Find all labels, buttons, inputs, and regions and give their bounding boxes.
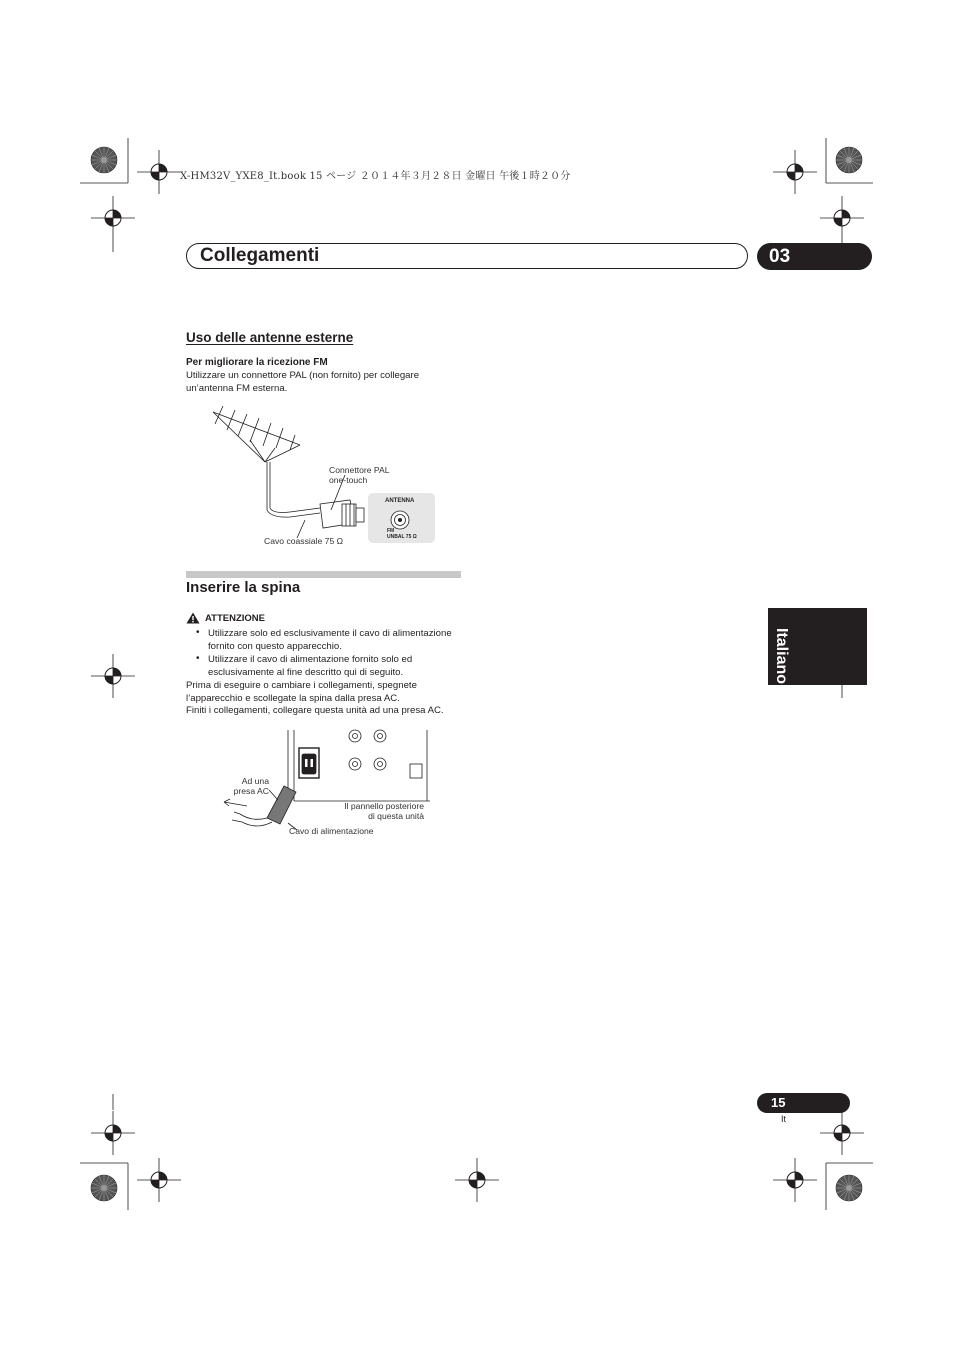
rear-panel-label [324, 801, 424, 821]
bullet-marker: • [196, 653, 200, 664]
page-language-code: It [781, 1114, 787, 1124]
file-header: X-HM32V_YXE8_It.book 15 ページ ２０１４年３月２８日 金曜日 午後１時２０分 [180, 171, 571, 182]
bullet-marker: • [196, 627, 200, 638]
page-number: 15 [771, 1095, 786, 1110]
pal-connector-label-line2: one-touch [329, 475, 368, 485]
antennas-heading: Uso delle antenne esterne [186, 330, 354, 345]
caution-label: ATTENZIONE [205, 613, 265, 624]
antennas-paragraph: Utilizzare un connettore PAL (non fornito) per collegare un’antenna FM esterna. [186, 370, 420, 394]
caution-bullet-1: Utilizzare solo ed esclusivamente il cavo di alimentazione fornito con questo apparecchio. [208, 628, 452, 652]
language-side-tab-label: Italiano [773, 628, 790, 685]
caution-bullet-2: Utilizzare il cavo di alimentazione fornito solo ed esclusivamente al fine descritto qui di seguito. [208, 654, 413, 678]
fm-antenna-diagram [205, 400, 440, 550]
plug-paragraph-1: Prima di eseguire o cambiare i collegamenti, spegnete l’apparecchio e scollegate la spina dalla presa AC. [186, 680, 417, 704]
ac-outlet-label-line2: presa AC [233, 786, 269, 796]
pal-connector-label-line1: Connettore PAL [329, 465, 390, 475]
power-cord-label: Cavo di alimentazione [289, 826, 374, 836]
antenna-jack-impedance: UNBAL 75 Ω [387, 534, 417, 540]
rear-panel-label-line2: di questa unità [368, 811, 424, 821]
ac-outlet-label [229, 776, 269, 796]
fm-reception-subheading: Per migliorare la ricezione FM [186, 357, 328, 368]
coax-cable-label: Cavo coassiale 75 Ω [264, 536, 344, 546]
rear-panel-label-line1: Il pannello posteriore [344, 801, 424, 811]
pal-connector-label [329, 465, 390, 485]
warning-icon [186, 612, 200, 624]
ac-outlet-label-line1: Ad una [241, 776, 269, 786]
section-divider-bar [186, 571, 461, 578]
plug-heading: Inserire la spina [186, 579, 301, 596]
antenna-jack-fm: FM [387, 528, 395, 534]
plug-paragraph-2: Finiti i collegamenti, collegare questa unità ad una presa AC. [186, 705, 444, 716]
chapter-number: 03 [769, 246, 791, 267]
antenna-jack-title: ANTENNA [385, 498, 415, 504]
chapter-title: Collegamenti [200, 245, 320, 266]
